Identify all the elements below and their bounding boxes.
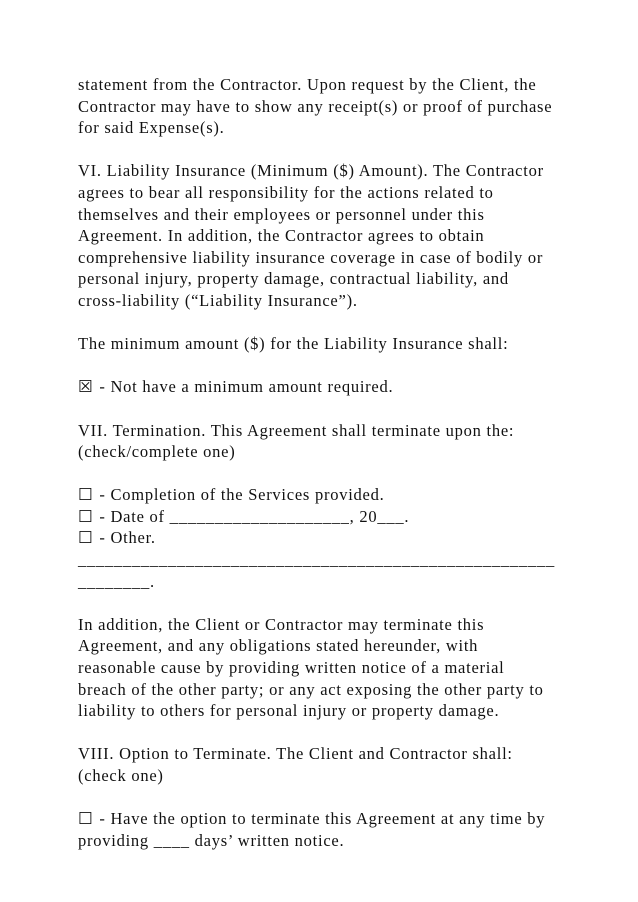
- blank-fill-line: _____________________________________________________: [78, 550, 555, 570]
- section-vi-liability-insurance: [78, 160, 598, 311]
- option-line: [78, 484, 598, 506]
- termination-options: [78, 484, 598, 592]
- expense-paragraph: [78, 74, 598, 139]
- option-label: - Completion of the Services provided.: [94, 485, 385, 505]
- text-line: comprehensive liability insurance coverage in case of bodily or: [78, 247, 544, 267]
- document-page: [78, 74, 598, 873]
- text-line: The minimum amount ($) for the Liability Insurance shall:: [78, 334, 509, 354]
- text-line: breach of the other party; or any act exposing the other party to: [78, 679, 544, 699]
- text-line: providing ____ days’ written notice.: [78, 830, 345, 850]
- blank-fill-line: ________.: [78, 571, 155, 591]
- empty-checkbox-icon[interactable]: ☐: [78, 528, 94, 548]
- empty-checkbox-icon[interactable]: ☐: [78, 485, 94, 505]
- text-line: Contractor may have to show any receipt(s) or proof of purchase: [78, 96, 553, 116]
- text-line: statement from the Contractor. Upon request by the Client, the: [78, 75, 537, 94]
- option-line: [78, 527, 598, 549]
- section-heading-line: VII. Termination. This Agreement shall terminate upon the:: [78, 420, 515, 440]
- section-heading-line: VIII. Option to Terminate. The Client and Contractor shall:: [78, 744, 513, 764]
- text-line: cross-liability (“Liability Insurance”).: [78, 290, 358, 310]
- option-line: [78, 506, 598, 528]
- option-label: - Not have a minimum amount required.: [94, 377, 394, 397]
- termination-cause-paragraph: [78, 614, 598, 722]
- option-terminate-anytime: [78, 808, 598, 851]
- option-label: - Other.: [94, 528, 156, 548]
- text-line: In addition, the Client or Contractor may terminate this: [78, 614, 485, 634]
- option-label: - Date of ____________________, 20___.: [94, 506, 410, 526]
- empty-checkbox-icon[interactable]: ☐: [78, 809, 94, 829]
- section-viii-option-to-terminate: [78, 743, 598, 786]
- text-line: liability to others for personal injury or property damage.: [78, 701, 500, 721]
- empty-checkbox-icon[interactable]: ☐: [78, 506, 94, 526]
- minimum-amount-intro: [78, 333, 598, 355]
- text-line: (check one): [78, 766, 164, 785]
- text-line: themselves and their employees or personnel under this: [78, 204, 485, 224]
- text-line: agrees to bear all responsibility for the actions related to: [78, 182, 494, 202]
- text-line: Agreement, and any obligations stated hereunder, with: [78, 636, 479, 656]
- checked-checkbox-icon[interactable]: ☒: [78, 377, 94, 397]
- option-label: - Have the option to terminate this Agreement at any time by: [94, 809, 546, 829]
- section-vii-termination: [78, 420, 598, 463]
- text-line: personal injury, property damage, contractual liability, and: [78, 269, 509, 289]
- text-line: (check/complete one): [78, 442, 236, 462]
- option-line: [78, 808, 598, 830]
- text-line: reasonable cause by providing written notice of a material: [78, 658, 505, 678]
- option-no-minimum: [78, 376, 598, 398]
- section-heading-line: VI. Liability Insurance (Minimum ($) Amount). The Contractor: [78, 161, 544, 181]
- text-line: for said Expense(s).: [78, 118, 225, 138]
- text-line: Agreement. In addition, the Contractor agrees to obtain: [78, 226, 485, 246]
- option-line: [78, 376, 598, 398]
